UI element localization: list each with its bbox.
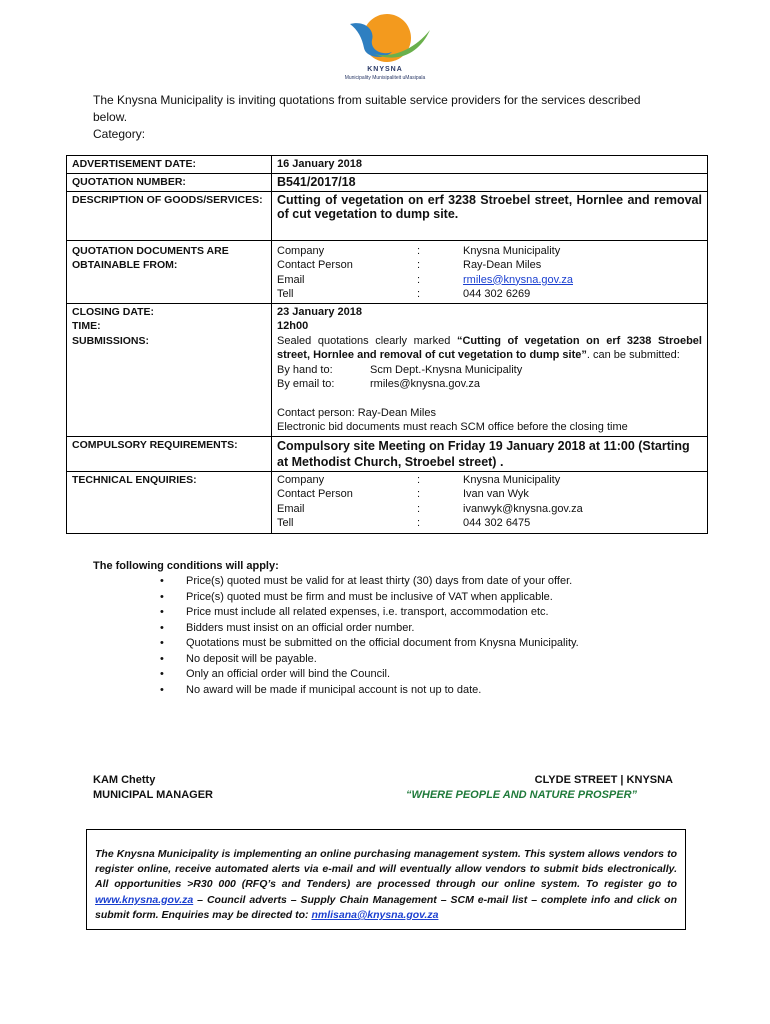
value-documents <box>272 240 708 303</box>
bullet-icon: • <box>160 652 164 665</box>
conditions-heading: The following conditions will apply: <box>93 560 279 572</box>
submit-by-hand: By hand to: Scm Dept.-Knysna Municipality <box>277 363 523 376</box>
bullet-icon: • <box>160 575 164 587</box>
submit-by-email: By email to: rmiles@knysna.gov.za <box>277 378 480 390</box>
bullet-icon: • <box>160 668 164 680</box>
conditions-list <box>93 574 693 698</box>
value-advertisement-date: 16 January 2018 <box>272 156 708 174</box>
tech-row-tell: Tell : 044 302 6475 <box>277 517 531 529</box>
value-quotation-number: B541/2017/18 <box>272 173 708 191</box>
value-compulsory: Compulsory site Meeting on Friday 19 January 2018 at 11:00 (Starting at Methodist Church, Stroebel street) . <box>272 436 708 471</box>
condition-item: • Only an official order will bind the Council. <box>93 667 693 683</box>
row-advertisement-date <box>67 156 708 174</box>
condition-item: • Price(s) quoted must be firm and must be inclusive of VAT when applicable. <box>93 590 693 606</box>
condition-item: • Price(s) quoted must be valid for at least thirty (30) days from date of your offer. <box>93 574 693 590</box>
logo-org-name: KNYSNA <box>367 66 403 73</box>
intro-text <box>93 92 663 143</box>
row-documents <box>67 240 708 303</box>
condition-item: • No award will be made if municipal account is not up to date. <box>93 683 693 699</box>
docs-row-tell: Tell : 044 302 6269 <box>277 288 531 300</box>
tech-row-email: Email : ivanwyk@knysna.gov.za <box>277 502 583 515</box>
label-description: DESCRIPTION OF GOODS/SERVICES: <box>67 191 272 240</box>
row-technical <box>67 471 708 533</box>
label-submissions: SUBMISSIONS: <box>72 334 150 347</box>
docs-email-link[interactable]: rmiles@knysna.gov.za <box>463 273 573 286</box>
label-compulsory: COMPULSORY REQUIREMENTS: <box>67 436 272 471</box>
label-documents: QUOTATION DOCUMENTS ARE OBTAINABLE FROM: <box>67 240 272 303</box>
docs-row-email: Email : rmiles@knysna.gov.za <box>277 273 573 286</box>
knysna-logo-icon <box>330 12 440 66</box>
signatory <box>93 773 213 803</box>
bullet-icon: • <box>160 637 164 649</box>
label-quotation-number: QUOTATION NUMBER: <box>67 173 272 191</box>
label-closing <box>67 303 272 436</box>
bullet-icon: • <box>160 683 164 696</box>
tech-row-contact: Contact Person : Ivan van Wyk <box>277 488 529 500</box>
condition-item: • Price must include all related expenses, i.e. transport, accommodation etc. <box>93 605 693 621</box>
condition-item: • Quotations must be submitted on the official document from Knysna Municipality. <box>93 636 693 652</box>
value-time: 12h00 <box>277 320 309 332</box>
enquiries-email-link[interactable]: nmlisana@knysna.gov.za <box>311 908 439 921</box>
quotation-details-table <box>66 155 708 534</box>
condition-item: • Bidders must insist on an official order number. <box>93 621 693 637</box>
signatory-name: KAM Chetty <box>93 774 156 786</box>
bullet-icon: • <box>160 621 164 634</box>
bullet-icon: • <box>160 590 164 603</box>
intro-category: Category: <box>93 127 146 141</box>
intro-line-1: The Knysna Municipality is inviting quotations from suitable service providers for the services described below. <box>93 93 641 124</box>
row-quotation-number <box>67 173 708 191</box>
value-submissions: Sealed quotations clearly marked “Cutting of vegetation on erf 3238 Stroebel street, Hornlee and removal of cut vegetation to dump site”. can be submitted: <box>277 334 702 361</box>
conditions-section <box>93 560 693 698</box>
logo-org-subtitle: Municipality Munisipaliteit uMasipala <box>344 75 426 81</box>
street-address: CLYDE STREET | KNYSNA <box>534 774 673 786</box>
value-description: Cutting of vegetation on erf 3238 Stroebel street, Hornlee and removal of cut vegetation to dump site. <box>272 191 708 240</box>
address-block <box>400 773 673 803</box>
label-closing-date: CLOSING DATE: <box>72 305 155 318</box>
value-technical <box>272 471 708 533</box>
label-advertisement-date: ADVERTISEMENT DATE: <box>67 156 272 174</box>
label-time: TIME: <box>72 320 101 332</box>
value-closing-date: 23 January 2018 <box>277 305 363 318</box>
tech-row-company: Company : Knysna Municipality <box>277 473 561 486</box>
online-system-notice: The Knysna Municipality is implementing an online purchasing management system. This system allows vendors to register online, receive automated alerts via e-mail and will eventually allow vendors to submit bids electronically. All opportunities >R30 000 (RFQ’s and Tenders) are processed through our online system. To register go to www.knysna.gov.za – Council adverts – Supply Chain Management – SCM e-mail list – complete info and click on submit form. Enquiries may be directed to: nmlisana@knysna.gov.za <box>86 829 686 930</box>
row-compulsory <box>67 436 708 471</box>
signatory-title: MUNICIPAL MANAGER <box>93 789 213 801</box>
bullet-icon: • <box>160 606 164 618</box>
contact-person-line: Contact person: Ray-Dean Miles <box>277 406 436 419</box>
value-closing <box>272 303 708 436</box>
label-technical: TECHNICAL ENQUIRIES: <box>67 471 272 533</box>
electronic-bid-line: Electronic bid documents must reach SCM office before the closing time <box>277 421 628 433</box>
condition-item: • No deposit will be payable. <box>93 652 693 668</box>
slogan: “WHERE PEOPLE AND NATURE PROSPER” <box>406 789 638 801</box>
docs-row-contact: Contact Person : Ray-Dean Miles <box>277 259 542 271</box>
knysna-logo <box>330 12 440 84</box>
row-closing <box>67 303 708 436</box>
row-description <box>67 191 708 240</box>
docs-row-company: Company : Knysna Municipality <box>277 244 561 257</box>
website-link[interactable]: www.knysna.gov.za <box>95 893 194 906</box>
